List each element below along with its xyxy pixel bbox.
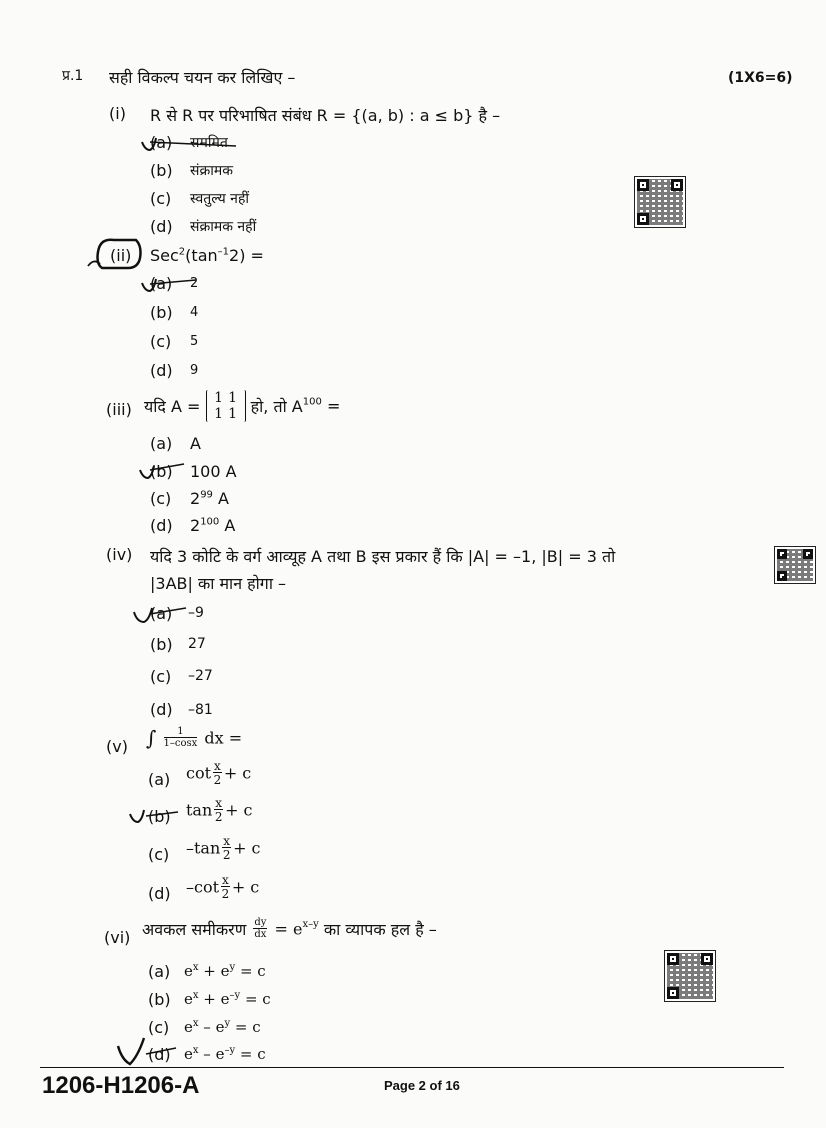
q5-text <box>146 726 242 750</box>
q5-opt-d-text <box>186 874 259 900</box>
q4-opt-d-label: (d) <box>150 700 173 719</box>
q5-a-post: + c <box>223 763 252 783</box>
q5-d-n: x <box>222 873 229 887</box>
q5-c-frac <box>222 835 231 861</box>
q6-opt-b-text <box>184 990 271 1008</box>
q3-c-tail: A <box>212 489 229 508</box>
q5-d-post: + c <box>231 877 260 897</box>
q5-a-n: x <box>214 759 221 773</box>
q5-d-d: 2 <box>221 887 230 901</box>
q1-number: (i) <box>109 104 126 123</box>
q4-opt-a-label: (a) <box>150 604 173 623</box>
q3-opt-a-text: A <box>190 434 201 453</box>
q6-d-end: = c <box>235 1045 266 1063</box>
q1-opt-a-label: (a) <box>150 133 173 152</box>
q6-d-mid: – e <box>198 1045 225 1063</box>
marks: (1X6=6) <box>728 70 793 86</box>
q4-opt-b-label: (b) <box>150 635 173 654</box>
q6-eq-sup: x–y <box>302 919 319 931</box>
q2-opt-c-text: 5 <box>190 334 199 349</box>
q5-tail: dx = <box>204 728 243 748</box>
q6-c-s1: x <box>192 1018 199 1029</box>
q3-opt-b-label: (b) <box>150 462 173 481</box>
qr-finder <box>701 953 713 965</box>
q3-opt-d-label: (d) <box>150 516 173 535</box>
q6-a-end: = c <box>235 962 266 980</box>
q6-c-end: = c <box>230 1018 261 1036</box>
q5-b-d: 2 <box>214 810 223 824</box>
qr-finder <box>777 571 787 581</box>
q5-b-post: + c <box>225 800 253 820</box>
q6-c-e: e <box>184 1018 193 1036</box>
q6-a-s1: x <box>192 962 199 973</box>
q6-d-s1: x <box>192 1045 199 1056</box>
q6-b-mid: + e <box>198 990 230 1008</box>
q6-d-e: e <box>184 1045 193 1063</box>
q2-opt-d-label: (d) <box>150 361 173 380</box>
q3-d-sup: 100 <box>200 516 220 528</box>
q6-b-e: e <box>184 990 193 1008</box>
q6-d-s2: –y <box>224 1045 236 1056</box>
q4-opt-d-text: –81 <box>188 702 213 718</box>
q5-opt-a-text <box>186 760 251 786</box>
strike-mark <box>88 261 100 266</box>
q2-text <box>150 246 264 265</box>
q3-opt-d-text <box>190 516 235 535</box>
q2-opt-a-label: (a) <box>150 274 173 293</box>
q1-opt-c-text: स्वतुल्य नहीं <box>190 191 250 207</box>
q6-opt-c-text <box>184 1018 261 1036</box>
q3-m12: 1 <box>228 390 237 406</box>
q1-opt-a-text: सममित <box>190 135 228 151</box>
q5-d-frac <box>221 874 230 900</box>
q6-a-mid: + e <box>198 962 230 980</box>
check-mark-icon <box>130 810 144 822</box>
q6-text <box>142 918 437 940</box>
q6-opt-d-label: (d) <box>148 1045 171 1064</box>
q3-post: हो, तो A <box>250 397 303 417</box>
q5-c-post: + c <box>233 838 261 858</box>
q6-eq: = e <box>274 919 303 939</box>
q2-text-c: 2) = <box>229 246 264 265</box>
q5-c-d: 2 <box>222 848 231 862</box>
q5-frac-d: 1–cosx <box>163 738 198 749</box>
q5-opt-c-label: (c) <box>148 845 170 864</box>
qr-finder <box>671 179 683 191</box>
q3-opt-c-text <box>190 489 229 508</box>
q5-opt-a-label: (a) <box>148 770 171 789</box>
q1-opt-c-label: (c) <box>150 189 172 208</box>
q3-c-sup: 99 <box>200 489 213 501</box>
q2-opt-b-label: (b) <box>150 303 173 322</box>
qr-finder <box>637 179 649 191</box>
q5-number: (v) <box>106 737 128 756</box>
q3-pre: यदि A = <box>144 397 201 417</box>
q4-line2: |3AB| का मान होगा – <box>150 574 287 593</box>
qr-finder <box>777 549 787 559</box>
q5-b-frac <box>214 797 223 823</box>
q2-opt-b-text: 4 <box>190 305 199 320</box>
q5-a-frac <box>213 760 222 786</box>
q6-c-mid: – e <box>198 1018 225 1036</box>
q1-opt-d-text: संक्रामक नहीं <box>190 219 257 235</box>
q1-text: R से R पर परिभाषित संबंध R = {(a, b) : a ≤ b} है – <box>150 106 501 125</box>
q3-c-base: 2 <box>190 489 201 508</box>
q6-a-e: e <box>184 962 193 980</box>
q3-text <box>144 390 340 422</box>
q4-line1: यदि 3 कोटि के वर्ग आव्यूह A तथा B इस प्रकार हैं कि |A| = –1, |B| = 3 तो <box>150 547 616 566</box>
q3-d-tail: A <box>219 516 236 535</box>
q1-opt-d-label: (d) <box>150 217 173 236</box>
q5-fraction <box>164 727 198 749</box>
q6-pre: अवकल समीकरण <box>142 920 247 939</box>
q6-opt-b-label: (b) <box>148 990 171 1009</box>
q5-c-pre: –tan <box>186 838 221 858</box>
q6-b-s2: –y <box>229 990 241 1001</box>
q6-fraction <box>253 918 267 940</box>
q2-sup2: –1 <box>217 246 230 258</box>
q4-number: (iv) <box>106 545 133 564</box>
q6-b-s1: x <box>192 990 199 1001</box>
q5-opt-c-text <box>186 835 261 861</box>
q5-opt-b-text <box>186 797 253 823</box>
q1-opt-b-text: संक्रामक <box>190 163 233 179</box>
paper-code: 1206-H1206-A <box>42 1072 200 1099</box>
q2-opt-d-text: 9 <box>190 363 199 378</box>
q6-number: (vi) <box>104 928 131 947</box>
q4-opt-b-text: 27 <box>188 636 206 652</box>
instruction: सही विकल्प चयन कर लिखिए – <box>109 68 296 87</box>
q6-opt-a-text <box>184 962 266 980</box>
q3-post-sup: 100 <box>302 396 322 408</box>
q5-integral: ∫ <box>146 726 157 750</box>
q4-opt-c-text: –27 <box>188 668 213 684</box>
q2-opt-c-label: (c) <box>150 332 172 351</box>
page-number: Page 2 of 16 <box>384 1078 460 1093</box>
q5-a-d: 2 <box>213 773 222 787</box>
q6-opt-d-text <box>184 1045 266 1063</box>
q6-opt-c-label: (c) <box>148 1018 170 1037</box>
q2-number: (ii) <box>110 246 132 265</box>
q1-opt-b-label: (b) <box>150 161 173 180</box>
q3-m22: 1 <box>228 406 237 423</box>
qr-finder <box>803 549 813 559</box>
q5-b-pre: tan <box>186 800 213 820</box>
qr-code-3 <box>664 950 716 1002</box>
qr-finder <box>667 987 679 999</box>
question-label: प्र.1 <box>62 68 84 84</box>
q5-b-n: x <box>215 796 223 810</box>
q6-frac-n: dy <box>254 917 267 928</box>
q3-opt-a-label: (a) <box>150 434 173 453</box>
q2-text-a: Sec <box>150 246 179 265</box>
q5-frac-n: 1 <box>164 727 198 738</box>
qr-finder <box>637 213 649 225</box>
q3-d-base: 2 <box>190 516 201 535</box>
q3-m11: 1 <box>214 390 223 406</box>
q3-matrix <box>206 390 246 422</box>
q2-opt-a-text: 2 <box>190 276 199 291</box>
q3-m21: 1 <box>214 406 223 423</box>
q6-c-s2: y <box>224 1018 231 1029</box>
q2-sup1: 2 <box>178 246 186 258</box>
q6-frac-d: dx <box>254 929 267 940</box>
q6-a-s2: y <box>229 962 236 973</box>
q5-c-n: x <box>223 834 231 848</box>
q3-opt-b-text: 100 A <box>190 462 237 481</box>
qr-finder <box>667 953 679 965</box>
q3-opt-c-label: (c) <box>150 489 172 508</box>
q4-opt-c-label: (c) <box>150 667 172 686</box>
q6-opt-a-label: (a) <box>148 962 171 981</box>
q4-opt-a-text: –9 <box>188 605 204 621</box>
q2-text-b: (tan <box>185 246 218 265</box>
q3-number: (iii) <box>106 400 132 419</box>
q5-opt-b-label: (b) <box>148 807 171 826</box>
footer-rule <box>40 1067 784 1068</box>
q6-post: का व्यापक हल है – <box>323 920 437 939</box>
qr-code-1 <box>634 176 686 228</box>
q5-opt-d-label: (d) <box>148 884 171 903</box>
q5-a-pre: cot <box>186 763 212 783</box>
q6-b-end: = c <box>240 990 271 1008</box>
qr-code-2 <box>774 546 816 584</box>
q5-d-pre: –cot <box>186 877 220 897</box>
check-mark-icon <box>118 1038 144 1064</box>
q3-post-end: = <box>326 396 341 416</box>
